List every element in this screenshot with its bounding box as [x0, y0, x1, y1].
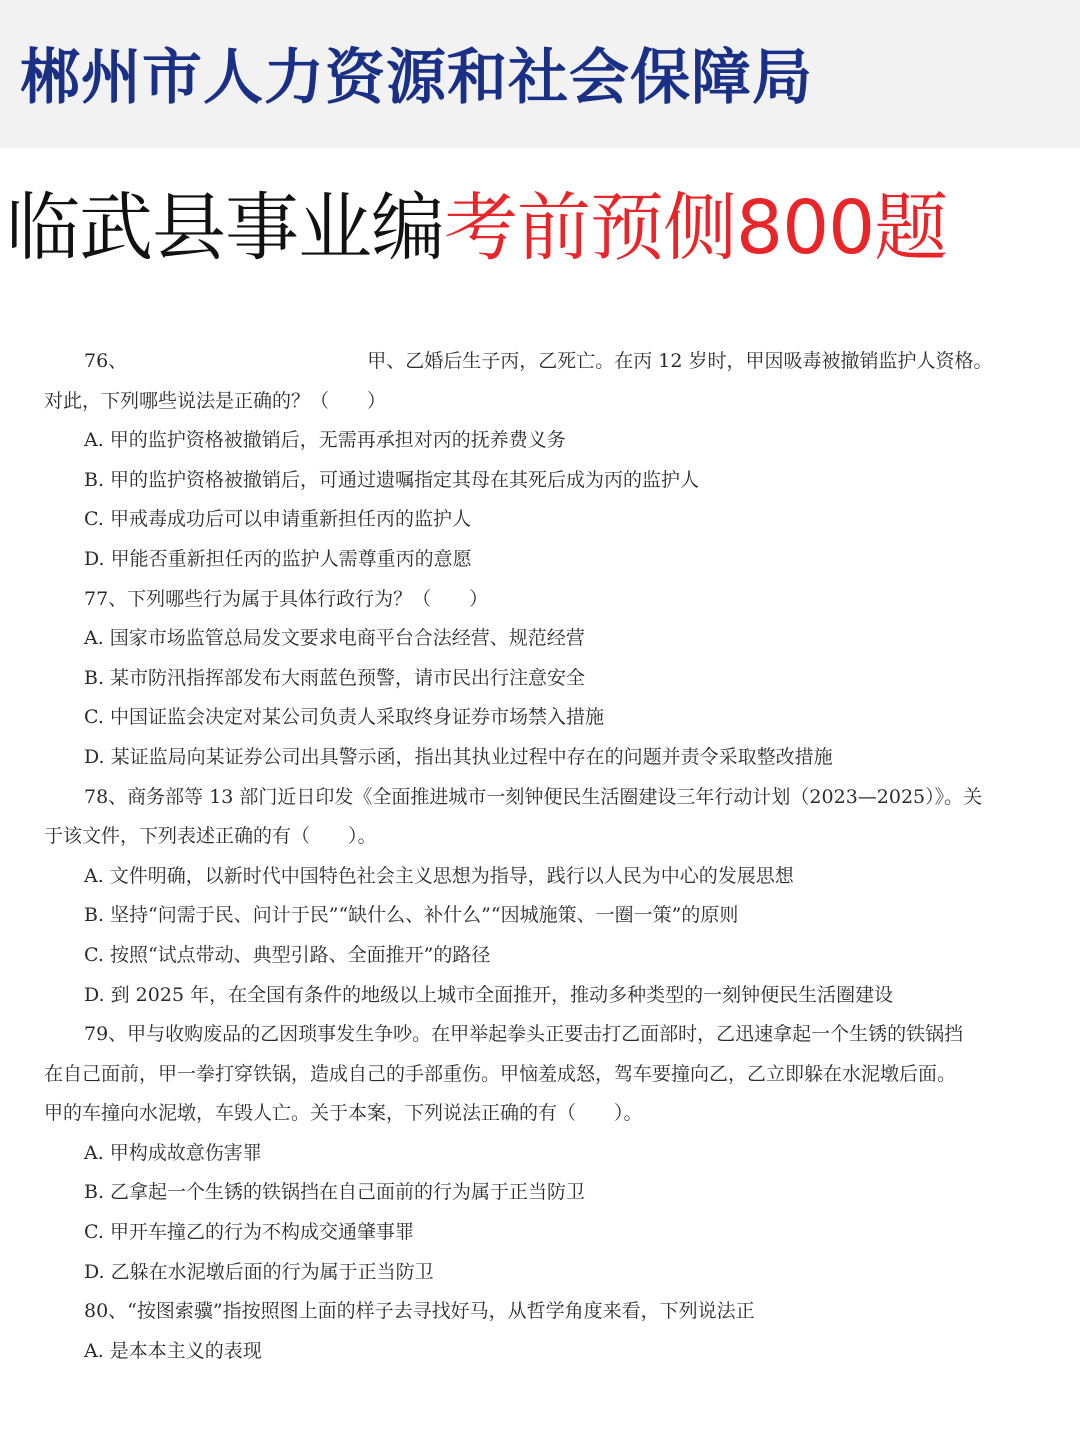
- question-77-option-b: B. 某市防汛指挥部发布大雨蓝色预警，请市民出行注意安全: [84, 666, 586, 689]
- question-76-option-b: B. 甲的监护资格被撤销后，可通过遗嘱指定其母在其死后成为丙的监护人: [84, 468, 700, 491]
- question-78-option-c: C. 按照“试点带动、典型引路、全面推开”的路径: [84, 943, 491, 966]
- question-79-stem-cont-1: 在自己面前，甲一拳打穿铁锅，造成自己的手部重伤。甲恼羞成怒，驾车要撞向乙，乙立即躲在水泥墩后面。: [44, 1062, 957, 1085]
- page-title: [6, 178, 1080, 278]
- question-79-option-b: B. 乙拿起一个生锈的铁锅挡在自己面前的行为属于正当防卫: [84, 1181, 586, 1204]
- question-79-option-c: C. 甲开车撞乙的行为不构成交通肇事罪: [84, 1221, 414, 1244]
- question-list: [44, 342, 1034, 1371]
- question-76-stem: [44, 342, 1034, 382]
- title-black-part: 临武县事业编: [6, 185, 444, 271]
- question-78-option-b: B. 坚持“问需于民、问计于民”“缺什么、补什么”“因城施策、一圈一策”的原则: [84, 904, 739, 927]
- question-80-stem: 80、“按图索骥”指按照图上面的样子去寻找好马，从哲学角度来看，下列说法正: [84, 1300, 755, 1323]
- question-79-option-d: D. 乙躲在水泥墩后面的行为属于正当防卫: [84, 1260, 434, 1283]
- question-79-option-a: A. 甲构成故意伤害罪: [84, 1141, 262, 1164]
- question-79-stem-cont-2: 甲的车撞向水泥墩，车毁人亡。关于本案，下列说法正确的有（ ）。: [44, 1102, 643, 1125]
- question-78-stem: 78、商务部等 13 部门近日印发《全面推进城市一刻钟便民生活圈建设三年行动计划（2023—2025）》。关: [84, 785, 983, 808]
- question-76-option-d: D. 甲能否重新担任丙的监护人需尊重丙的意愿: [84, 547, 472, 570]
- header-banner: [0, 0, 1080, 148]
- question-77-stem: 77、下列哪些行为属于具体行政行为？（ ）: [84, 587, 489, 610]
- question-80-option-a: A. 是本本主义的表现: [84, 1339, 262, 1362]
- org-name: 郴州市人力资源和社会保障局: [20, 43, 813, 113]
- question-76-number: 76、: [84, 350, 128, 372]
- question-77-option-c: C. 中国证监会决定对某公司负责人采取终身证券市场禁入措施: [84, 706, 604, 729]
- question-78-stem-cont: 于该文件，下列表述正确的有（ ）。: [44, 825, 377, 848]
- question-76-option-c: C. 甲戒毒成功后可以申请重新担任丙的监护人: [84, 508, 471, 531]
- question-76-text: 甲、乙婚后生子丙，乙死亡。在丙 12 岁时，甲因吸毒被撤销监护人资格。: [367, 350, 993, 372]
- question-77-option-a: A. 国家市场监管总局发文要求电商平台合法经营、规范经营: [84, 627, 585, 650]
- question-78-option-a: A. 文件明确，以新时代中国特色社会主义思想为指导，践行以人民为中心的发展思想: [84, 864, 794, 887]
- title-red-part: 考前预侧800题: [444, 185, 948, 271]
- question-76-stem-cont: 对此，下列哪些说法是正确的？（ ）: [44, 389, 387, 412]
- question-77-option-d: D. 某证监局向某证券公司出具警示函，指出其执业过程中存在的问题并责令采取整改措施: [84, 745, 833, 768]
- question-78-option-d: D. 到 2025 年，在全国有条件的地级以上城市全面推开，推动多种类型的一刻钟便民生活圈建设: [84, 983, 894, 1006]
- question-79-stem: 79、甲与收购废品的乙因琐事发生争吵。在甲举起拳头正要击打乙面部时，乙迅速拿起一个生锈的铁锅挡: [84, 1023, 964, 1046]
- question-76-option-a: A. 甲的监护资格被撤销后，无需再承担对丙的抚养费义务: [84, 429, 566, 452]
